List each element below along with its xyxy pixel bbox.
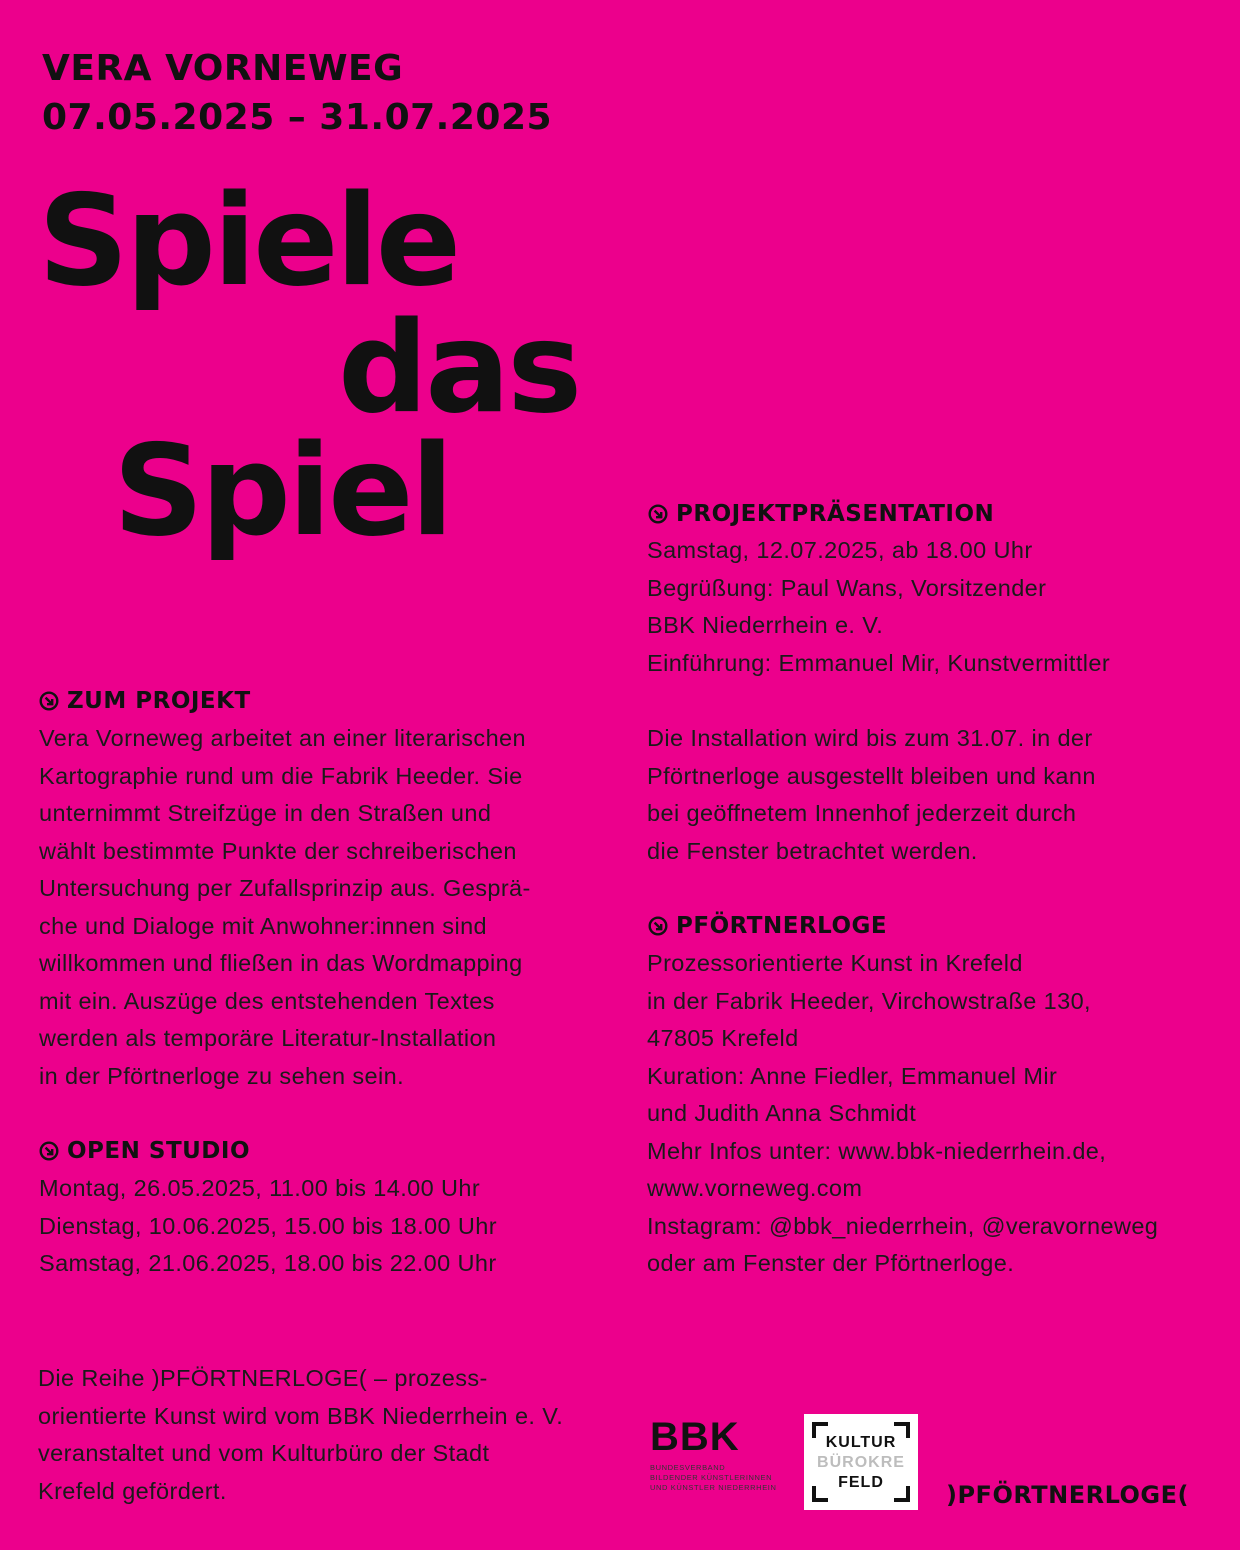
text-line: Pförtnerloge ausgestellt bleiben und kann bbox=[647, 762, 1096, 789]
heading-text: OPEN STUDIO bbox=[67, 1138, 251, 1164]
text-line: mit ein. Auszüge des entstehenden Textes bbox=[39, 987, 495, 1014]
title-line-2: das bbox=[338, 294, 580, 441]
pfoertnerloge-text bbox=[647, 945, 1158, 1283]
text-line: und Judith Anna Schmidt bbox=[647, 1100, 917, 1126]
text-line: oder am Fenster der Pförtnerloge. bbox=[647, 1250, 1015, 1276]
title-line-3: Spiel bbox=[113, 417, 451, 564]
text-line: Instagram: @bbk_niederrhein, @veravorneweg bbox=[647, 1212, 1159, 1239]
text-line: Begrüßung: Paul Wans, Vorsitzender bbox=[647, 574, 1047, 601]
arrow-circle-icon bbox=[39, 691, 59, 711]
text-line: Kuration: Anne Fiedler, Emmanuel Mir bbox=[647, 1062, 1058, 1089]
text-line: Kartographie rund um die Fabrik Heeder. Sie bbox=[39, 762, 523, 789]
text-line: bei geöffnetem Innenhof jederzeit durch bbox=[647, 800, 1077, 826]
text-line: Die Reihe )PFÖRTNERLOGE( – prozess- bbox=[38, 1365, 488, 1391]
projektpraesentation-text bbox=[647, 532, 1110, 682]
text-line: Krefeld gefördert. bbox=[38, 1477, 227, 1504]
installation-text bbox=[647, 720, 1096, 870]
text-line: che und Dialoge mit Anwohner:innen sind bbox=[39, 912, 488, 939]
text-line: die Fenster betrachtet werden. bbox=[647, 837, 978, 864]
bbk-logo-subtitle: BILDENDER KÜNSTLERINNEN bbox=[650, 1473, 773, 1482]
text-line: in der Pförtnerloge zu sehen sein. bbox=[39, 1062, 405, 1089]
section-heading-open-studio bbox=[39, 1136, 250, 1166]
heading-text: PFÖRTNERLOGE bbox=[676, 913, 888, 939]
exhibition-dates: 07.05.2025 – 31.07.2025 bbox=[42, 97, 553, 138]
artist-name: VERA VORNEWEG bbox=[42, 48, 404, 89]
text-line: unternimmt Streifzüge in den Straßen und bbox=[39, 800, 492, 826]
text-line: in der Fabrik Heeder, Virchowstraße 130, bbox=[647, 987, 1091, 1014]
kulturbuero-logo bbox=[804, 1414, 918, 1510]
text-line: Einführung: Emmanuel Mir, Kunstvermittler bbox=[647, 649, 1111, 676]
arrow-circle-icon bbox=[39, 1141, 59, 1161]
text-line: willkommen und fließen in das Wordmapping bbox=[39, 950, 523, 976]
date-line: Dienstag, 10.06.2025, 15.00 bis 18.00 Uhr bbox=[39, 1212, 497, 1239]
arrow-circle-icon bbox=[648, 504, 668, 524]
heading-text: ZUM PROJEKT bbox=[67, 688, 251, 714]
pfoertnerloge-logo: )PFÖRTNERLOGE( bbox=[946, 1481, 1189, 1509]
text-line: 47805 Krefeld bbox=[647, 1025, 799, 1051]
title-line-1: Spiele bbox=[38, 167, 459, 314]
text-line: Untersuchung per Zufallsprinzip aus. Gesprä- bbox=[39, 875, 531, 901]
heading-text: PROJEKTPRÄSENTATION bbox=[676, 501, 995, 527]
text-line: Vera Vorneweg arbeitet an einer literarischen bbox=[39, 725, 526, 751]
text-line: Samstag, 12.07.2025, ab 18.00 Uhr bbox=[647, 537, 1033, 563]
open-studio-dates bbox=[39, 1170, 497, 1283]
section-heading-projektpraesentation bbox=[648, 499, 994, 529]
text-line: veranstaltet und vom Kulturbüro der Stadt bbox=[38, 1440, 490, 1466]
text-line: werden als temporäre Literatur-Installation bbox=[39, 1025, 497, 1051]
arrow-circle-icon bbox=[648, 916, 668, 936]
kultur-logo-line: KULTUR bbox=[825, 1434, 897, 1451]
text-line: Die Installation wird bis zum 31.07. in der bbox=[647, 725, 1093, 751]
date-line: Samstag, 21.06.2025, 18.00 bis 22.00 Uhr bbox=[39, 1250, 497, 1276]
bbk-logo-title: BBK bbox=[650, 1415, 740, 1459]
bbk-logo bbox=[650, 1415, 780, 1510]
text-line: Mehr Infos unter: www.bbk-niederrhein.de, bbox=[647, 1137, 1107, 1164]
text-line: BBK Niederrhein e. V. bbox=[647, 612, 884, 638]
text-line: wählt bestimmte Punkte der schreiberischen bbox=[39, 837, 517, 864]
date-line: Montag, 26.05.2025, 11.00 bis 14.00 Uhr bbox=[39, 1175, 481, 1201]
exhibition-header bbox=[42, 44, 552, 142]
section-heading-zum-projekt bbox=[39, 686, 251, 716]
section-heading-pfoertnerloge bbox=[648, 911, 887, 941]
text-line: www.vorneweg.com bbox=[647, 1175, 863, 1201]
footer-text bbox=[38, 1360, 563, 1510]
bbk-logo-subtitle: UND KÜNSTLER NIEDERRHEIN bbox=[650, 1483, 777, 1492]
kultur-logo-line: BÜROKRE bbox=[817, 1454, 905, 1471]
text-line: orientierte Kunst wird vom BBK Niederrhein e. V. bbox=[38, 1402, 564, 1429]
kultur-logo-line: FELD bbox=[838, 1474, 884, 1491]
text-line: Prozessorientierte Kunst in Krefeld bbox=[647, 950, 1023, 976]
zum-projekt-text bbox=[39, 720, 531, 1095]
bbk-logo-subtitle: BUNDESVERBAND bbox=[650, 1463, 726, 1472]
